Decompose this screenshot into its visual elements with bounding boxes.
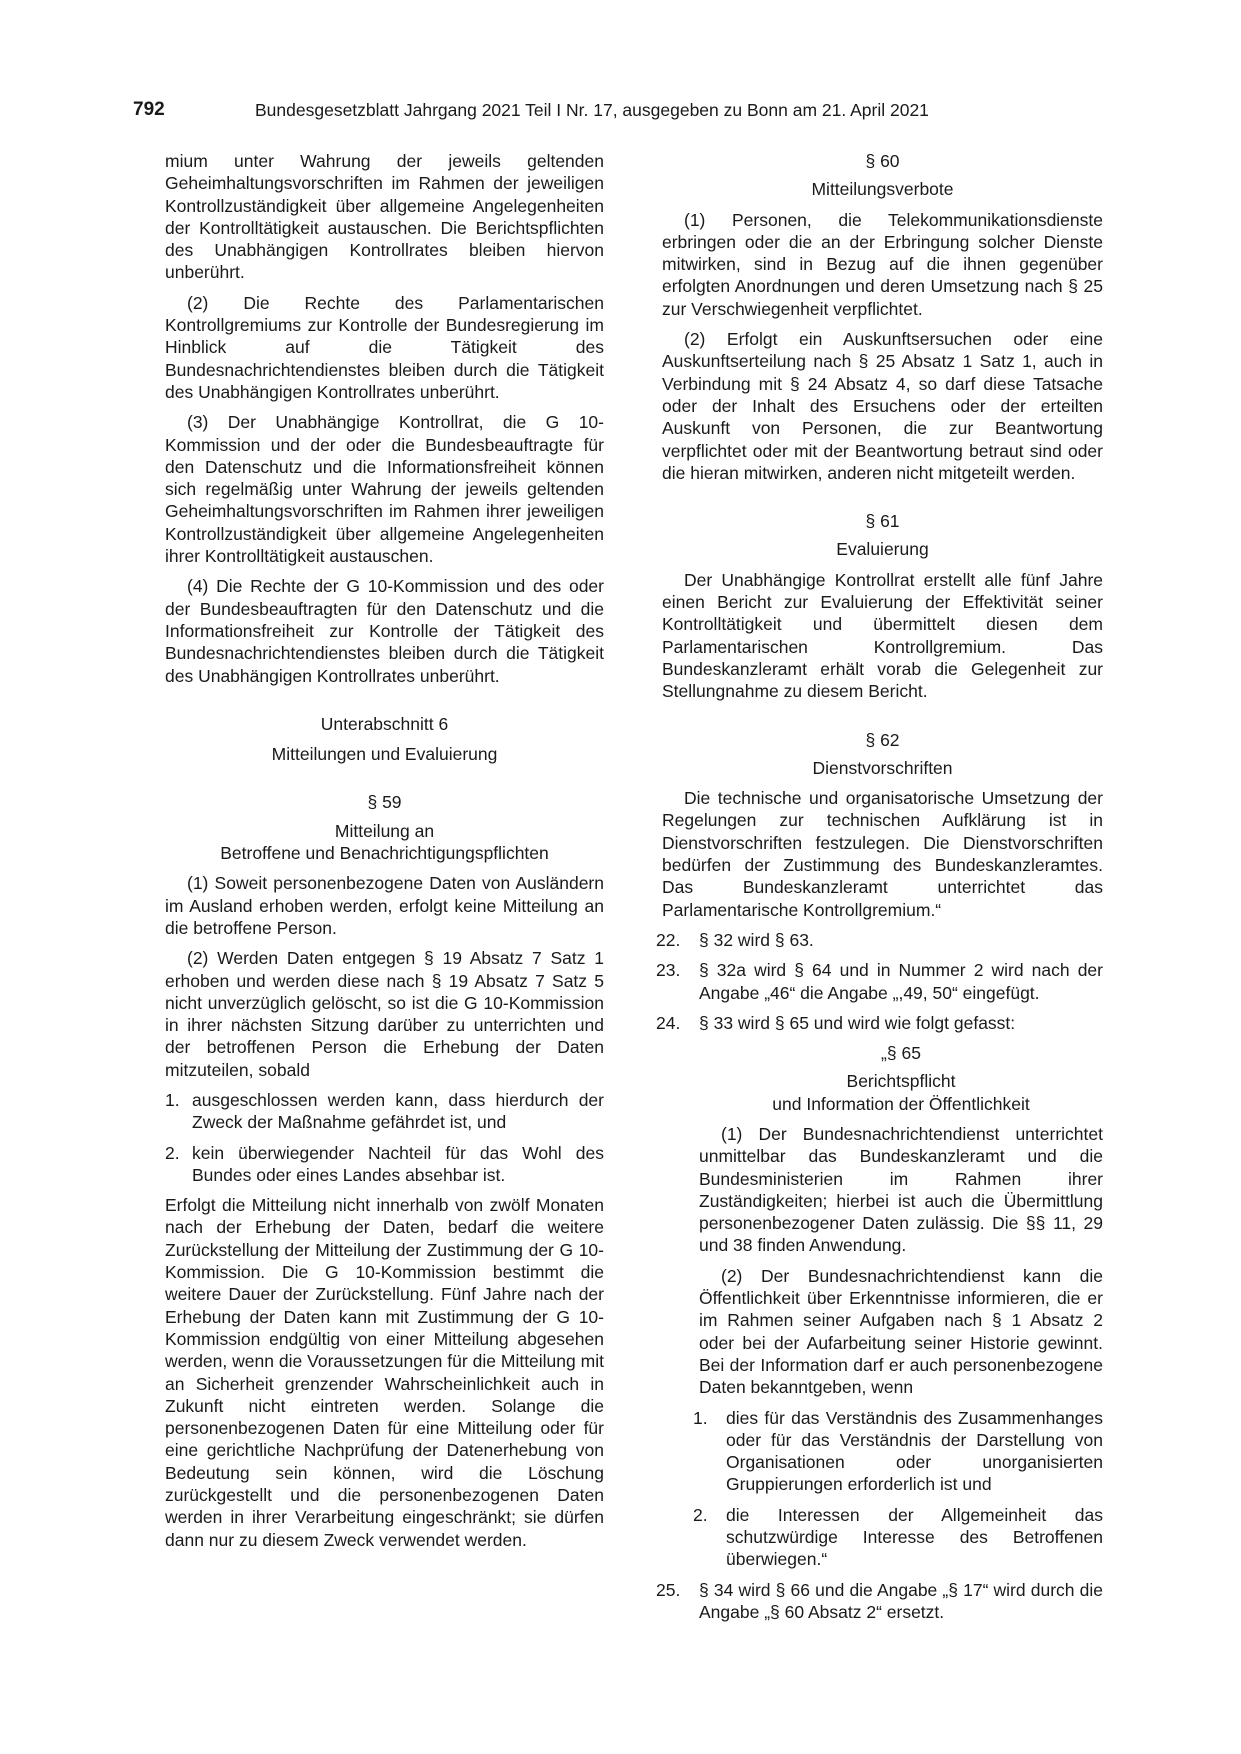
section-65-paragraph-2: (2) Der Bundesnachrichtendienst kann die Öffentlichkeit über Erkenntnisse informieren, die er im Rahmen seiner Aufgaben nach § 1 Absatz 2 oder bei der Aufarbeitung seiner Historie gewinnt. Bei der Information darf er auch personenbezogene Daten bekanntgeben, wenn — [699, 1265, 1103, 1398]
paragraph-4: (4) Die Rechte der G 10-Kommission und des oder der Bundesbeauftragten für den Datenschutz und die Informationsfreiheit zur Kontrolle der Tätigkeit des Bundesnachrichtendienstes bleiben durch die Tätigkeit des Unabhängigen Kontrollrates unberührt. — [165, 576, 604, 686]
subsection-title: Mitteilungen und Evaluierung — [271, 744, 498, 765]
list-item: 2. die Interessen der Allgemeinheit das schutzwürdige Interesse des Betroffenen überwiegen.“ — [693, 1504, 1103, 1570]
amendment-list — [656, 929, 1103, 1623]
section-59-tail-paragraph: Erfolgt die Mitteilung nicht innerhalb von zwölf Monaten nach der Erhebung der Daten, bedarf die weitere Zurückstellung der Mitteilung der Zustimmung der G 10-Kommission. Die G 10-Kommission bestimmt die weitere Dauer der Zurückstellung. Fünf Jahre nach der Erhebung der Daten kann mit Zustimmung der G 10-Kommission endgültig von einer Mitteilung abgesehen werden, wenn die Voraussetzungen für die Mitteilung mit an Sicherheit grenzender Wahrscheinlichkeit auch in Zukunft nicht eintreten werden. Solange die personenbezogenen Daten für eine Mitteilung oder für eine gerichtliche Nachprüfung der Datenerhebung von Bedeutung sein können, wird die Löschung zurückgestellt und die personenbezogenen Daten werden in ihrer Verarbeitung eingeschränkt; sie dürfen dann nur zu diesem Zweck verwendet werden. — [165, 1195, 604, 1550]
section-59-heading: § 59 — [367, 792, 402, 813]
section-61-paragraph: Der Unabhängige Kontrollrat erstellt alle fünf Jahre einen Bericht zur Evaluierung der Effektivität seiner Kontrolltätigkeit und übermittelt diesen dem Parlamentarischen Kontrollgremium. Das Bundeskanzleramt erhält vorab die Gelegenheit zur Stellungnahme zu diesem Bericht. — [662, 569, 1103, 702]
amendment-item-25: 25. § 34 wird § 66 und die Angabe „§ 17“ wird durch die Angabe „§ 60 Absatz 2“ ersetzt. — [656, 1579, 1103, 1622]
section-59-title-line2: Betroffene und Benachrichtigungspflichten — [220, 843, 549, 864]
section-62-paragraph: Die technische und organisatorische Umsetzung der Regelungen zur technischen Aufklärung ist in Dienstvorschriften festzulegen. Die Dienstvorschriften bedürfen der Zustimmung des Bundeskanzleramtes. Das Bundeskanzleramt unterrichtet das Parlamentarische Kontrollgremium.“ — [662, 788, 1103, 920]
amendment-item-22: 22. § 32 wird § 63. — [656, 929, 814, 950]
list-item: 2. kein überwiegender Nachteil für das Wohl des Bundes oder eines Landes absehbar ist. — [165, 1142, 604, 1185]
section-61-title: Evaluierung — [836, 539, 929, 560]
section-60-paragraph-2: (2) Erfolgt ein Auskunftsersuchen oder eine Auskunftserteilung nach § 25 Absatz 1 Satz 1, auch in Verbindung mit § 24 Absatz 4, so darf diese Tatsache oder der Inhalt des Ersuchens oder der erteilten Auskunft von Personen, die zur Beantwortung verpflichtet oder mit der Beantwortung betraut sind oder die hieran mitwirken, anderen nicht mitgeteilt werden. — [662, 329, 1103, 483]
subsection-heading: Unterabschnitt 6 — [320, 713, 449, 734]
section-62-title: Dienstvorschriften — [812, 757, 953, 778]
section-60-paragraph-1: (1) Personen, die Telekommunikationsdienste erbringen oder die an der Erbringung solcher Dienste mitwirken, sind in Bezug auf die ihnen gegenüber erfolgten Anordnungen und deren Umsetzung nach § 25 zur Verschwiegenheit verpflichtet. — [662, 209, 1103, 319]
section-65-title-line1: Berichtspflicht — [846, 1071, 956, 1092]
page-number: 792 — [133, 99, 165, 120]
section-59-paragraph-2: (2) Werden Daten entgegen § 19 Absatz 7 Satz 1 erhoben und werden diese nach § 19 Absatz 7 Satz 5 nicht unverzüglich gelöscht, so ist die G 10-Kommission in ihrer nächsten Sitzung darüber zu unterrichten und der betroffenen Person die Erhebung der Daten mitzuteilen, sobald — [165, 948, 604, 1080]
section-59-list — [165, 1089, 604, 1186]
right-column — [656, 150, 1103, 1631]
section-65-paragraph-1: (1) Der Bundesnachrichtendienst unterrichtet unmittelbar das Bundeskanzleramt und die Bundesministerien im Rahmen ihrer Zuständigkeiten; hierbei ist auch die Übermittlung personenbezogener Daten zulässig. Die §§ 11, 29 und 38 finden Anwendung. — [699, 1123, 1103, 1256]
section-59-paragraph-1: (1) Soweit personenbezogene Daten von Ausländern im Ausland erhoben werden, erfolgt keine Mitteilung an die betroffene Person. — [165, 873, 604, 938]
amendment-item-24: 24. § 33 wird § 65 und wird wie folgt gefasst: „§ 65 Berichtspflicht und Information der Öffentlichkeit (1) Der Bundesnachrichtendienst unterrichtet unmittelbar das Bundeskanzleramt und die Bundesministerien im Rahmen ihrer Zuständigkeiten; hierbei ist auch die Übermittlung personenbezogener Daten zulässig. Die §§ 11, 29 und 38 finden Anwendung. (2) Der Bundesnachrichtendienst kann die Öffentlichkeit über Erkenntnisse informieren, die er im Rahmen seiner Aufgaben nach § 1 Absatz 2 oder bei der Aufarbeitung seiner Historie gewinnt. Bei der Information darf er auch personenbezogene Daten bekanntgeben, wenn 1. dies für das Verständnis des Zusammenhanges oder für das Verständnis der Darstellung von Organisationen oder unorganisierten Gruppierungen erforderlich ist und 2. die Interessen der Allgemeinheit das schutzwürdige Interesse des Betroffenen überwiegen.“ — [656, 1012, 1103, 1570]
left-column — [165, 150, 604, 1559]
amendment-item-23: 23. § 32a wird § 64 und in Nummer 2 wird nach der Angabe „46“ die Angabe „,49, 50“ eingefügt. — [656, 960, 1103, 1003]
section-59-title-line1: Mitteilung an — [334, 820, 435, 841]
continued-paragraph: mium unter Wahrung der jeweils geltenden Geheimhaltungsvorschriften im Rahmen der jeweiligen Kontrollzuständigkeit über allgemeine Angelegenheiten der Kontrolltätigkeit austauschen. Die Berichtspflichten des Unabhängigen Kontrollrates bleiben hiervon unberührt. — [165, 151, 604, 283]
list-item: 1. ausgeschlossen werden kann, dass hierdurch der Zweck der Maßnahme gefährdet ist, und — [165, 1089, 604, 1133]
section-65-heading: „§ 65 — [881, 1043, 921, 1064]
section-65-title-line2: und Information der Öffentlichkeit — [772, 1093, 1030, 1114]
section-65-list — [693, 1407, 1103, 1571]
section-60-heading: § 60 — [865, 151, 900, 171]
section-61-heading: § 61 — [865, 511, 900, 532]
section-60-title: Mitteilungsverbote — [811, 179, 954, 200]
page-header — [133, 99, 1073, 125]
section-65-block — [693, 1042, 1103, 1571]
running-title: Bundesgesetzblatt Jahrgang 2021 Teil I Nr. 17, ausgegeben zu Bonn am 21. April 2021 — [255, 100, 929, 120]
list-item: 1. dies für das Verständnis des Zusammenhanges oder für das Verständnis der Darstellung von Organisationen oder unorganisierten Gruppierungen erforderlich ist und — [693, 1407, 1103, 1495]
section-62-heading: § 62 — [865, 729, 900, 750]
paragraph-2: (2) Die Rechte des Parlamentarischen Kontrollgremiums zur Kontrolle der Bundesregierung im Hinblick auf die Tätigkeit des Bundesnachrichtendienstes bleiben durch die Tätigkeit des Unabhängigen Kontrollrates unberührt. — [165, 292, 604, 402]
paragraph-3: (3) Der Unabhängige Kontrollrat, die G 10-Kommission und der oder die Bundesbeauftragte für den Datenschutz und die Informationsfreiheit können sich regelmäßig unter Wahrung der jeweils geltenden Geheimhaltungsvorschriften im Rahmen ihrer jeweiligen Kontrollzuständigkeit über allgemeine Angelegenheiten ihrer Kontrolltätigkeit austauschen. — [165, 412, 604, 567]
